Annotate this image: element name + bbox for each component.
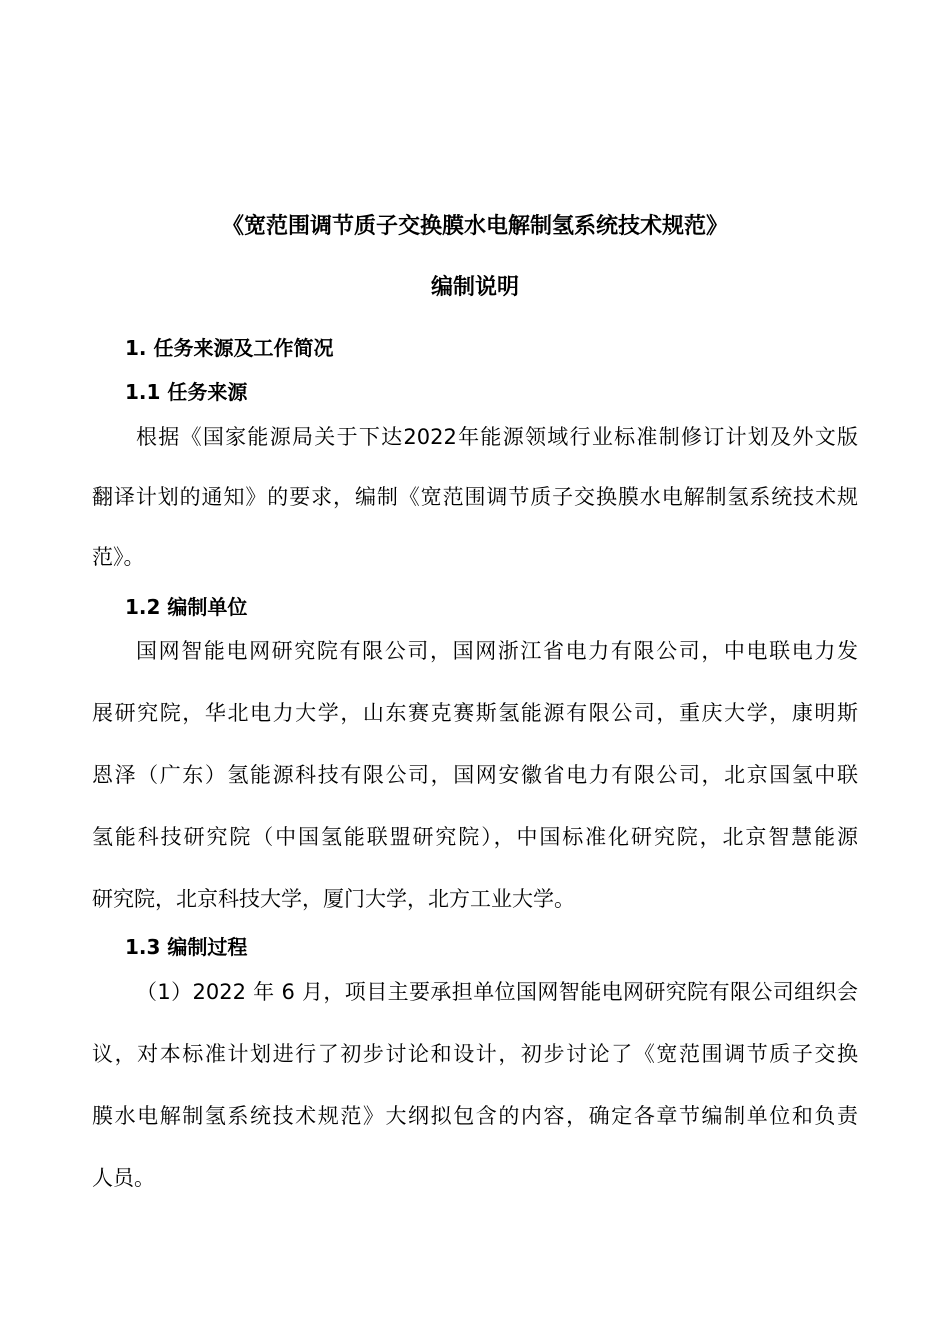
paragraph-line: （1）2022 年 6 月，项目主要承担单位国网智能电网研究院有限公司组织会 — [136, 980, 858, 1004]
paragraph-line: 展研究院，华北电力大学，山东赛克赛斯氢能源有限公司，重庆大学，康明斯 — [92, 701, 858, 725]
document-subtitle: 编制说明 — [430, 275, 519, 300]
document-title: 《宽范围调节质子交换膜水电解制氢系统技术规范》 — [221, 214, 728, 239]
paragraph-line: 恩泽（广东）氢能源科技有限公司，国网安徽省电力有限公司，北京国氢中联 — [92, 763, 858, 787]
paragraph-line: 膜水电解制氢系统技术规范》大纲拟包含的内容，确定各章节编制单位和负责 — [92, 1104, 858, 1128]
section-heading-1-1: 1.1 任务来源 — [125, 380, 248, 404]
section-heading-1-3: 1.3 编制过程 — [125, 935, 248, 959]
paragraph-line: 范》。 — [92, 545, 145, 569]
paragraph-line: 人员。 — [92, 1166, 155, 1190]
paragraph-line: 氢能科技研究院（中国氢能联盟研究院），中国标准化研究院，北京智慧能源 — [92, 825, 858, 849]
paragraph-line: 议，对本标准计划进行了初步讨论和设计，初步讨论了《宽范围调节质子交换 — [92, 1042, 858, 1066]
paragraph-line: 根据《国家能源局关于下达2022年能源领域行业标准制修订计划及外文版 — [136, 425, 858, 449]
section-heading-1-2: 1.2 编制单位 — [125, 595, 248, 619]
paragraph-line: 研究院，北京科技大学，厦门大学，北方工业大学。 — [92, 887, 575, 911]
section-heading-1: 1. 任务来源及工作简况 — [125, 336, 334, 360]
paragraph-line: 国网智能电网研究院有限公司，国网浙江省电力有限公司，中电联电力发 — [136, 639, 858, 663]
paragraph-line: 翻译计划的通知》的要求，编制《宽范围调节质子交换膜水电解制氢系统技术规 — [92, 485, 858, 509]
